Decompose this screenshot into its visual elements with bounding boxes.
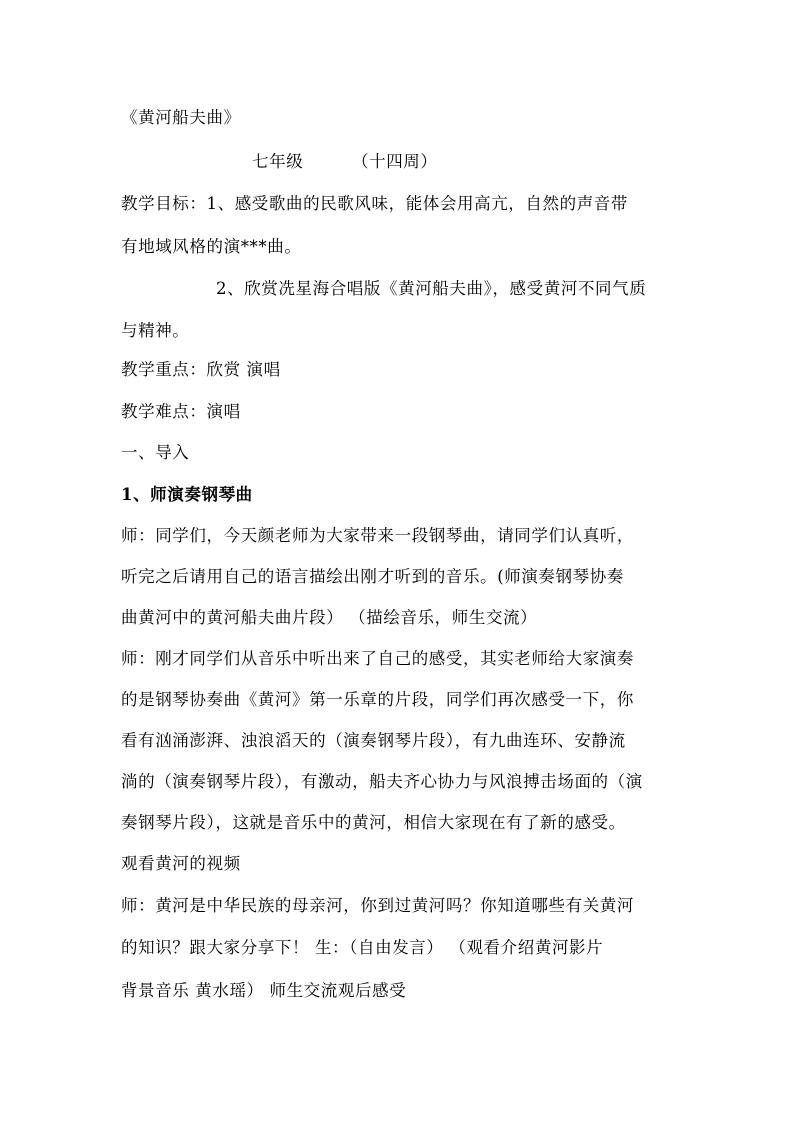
paragraph-3-line-1: 师：黄河是中华民族的母亲河，你到过黄河吗？你知道哪些有关黄河 (121, 896, 634, 915)
paragraph-1-line-1: 师：同学们，今天颜老师为大家带来一段钢琴曲，请同学们认真听， (121, 526, 634, 545)
paragraph-2-line-4: 淌的（演奏钢琴片段），有激动，船夫齐心协力与风浪搏击场面的（演 (121, 772, 643, 791)
objective-1-line-2: 有地域风格的演***曲。 (121, 237, 302, 256)
subsection-piano: 1、师演奏钢琴曲 (121, 485, 253, 504)
objective-2-line-2: 与精神。 (121, 321, 190, 340)
paragraph-1-line-2: 听完之后请用自己的语言描绘出刚才听到的音乐。(师演奏钢琴协奏 (121, 567, 624, 586)
paragraph-2-line-1: 师：刚才同学们从音乐中听出来了自己的感受，其实老师给大家演奏 (121, 649, 634, 668)
section-heading-intro: 一、导入 (121, 443, 190, 462)
paragraph-2-line-5: 奏钢琴片段），这就是音乐中的黄河，相信大家现在有了新的感受。 (121, 813, 626, 832)
key-point: 教学重点：欣赏 演唱 (121, 360, 281, 379)
objective-1-line-1: 教学目标：1、感受歌曲的民歌风味，能体会用高亢，自然的声音带 (121, 194, 628, 213)
document-title: 《黄河船夫曲》 (121, 108, 241, 127)
paragraph-2-line-3: 看有汹涌澎湃、浊浪滔天的（演奏钢琴片段），有九曲连环、安静流 (121, 731, 626, 750)
difficulty: 教学难点：演唱 (121, 402, 241, 421)
subsection-video: 观看黄河的视频 (121, 854, 241, 873)
objective-2-line-1: 2、欣赏冼星海合唱版《黄河船夫曲》，感受黄河不同气质 (216, 279, 647, 298)
week-label: （十四周） (352, 152, 438, 171)
paragraph-3-line-3: 背景音乐 黄水瑶） 师生交流观后感受 (121, 981, 407, 1000)
paragraph-2-line-2: 的是钢琴协奏曲《黄河》第一乐章的片段，同学们再次感受一下，你 (121, 690, 634, 709)
paragraph-1-line-3: 曲黄河中的黄河船夫曲片段） （描绘音乐，师生交流） (121, 608, 538, 627)
grade-label: 七年级 (252, 152, 304, 171)
paragraph-3-line-2: 的知识？跟大家分享下！ 生：（自由发言） （观看介绍黄河影片 (121, 938, 604, 957)
